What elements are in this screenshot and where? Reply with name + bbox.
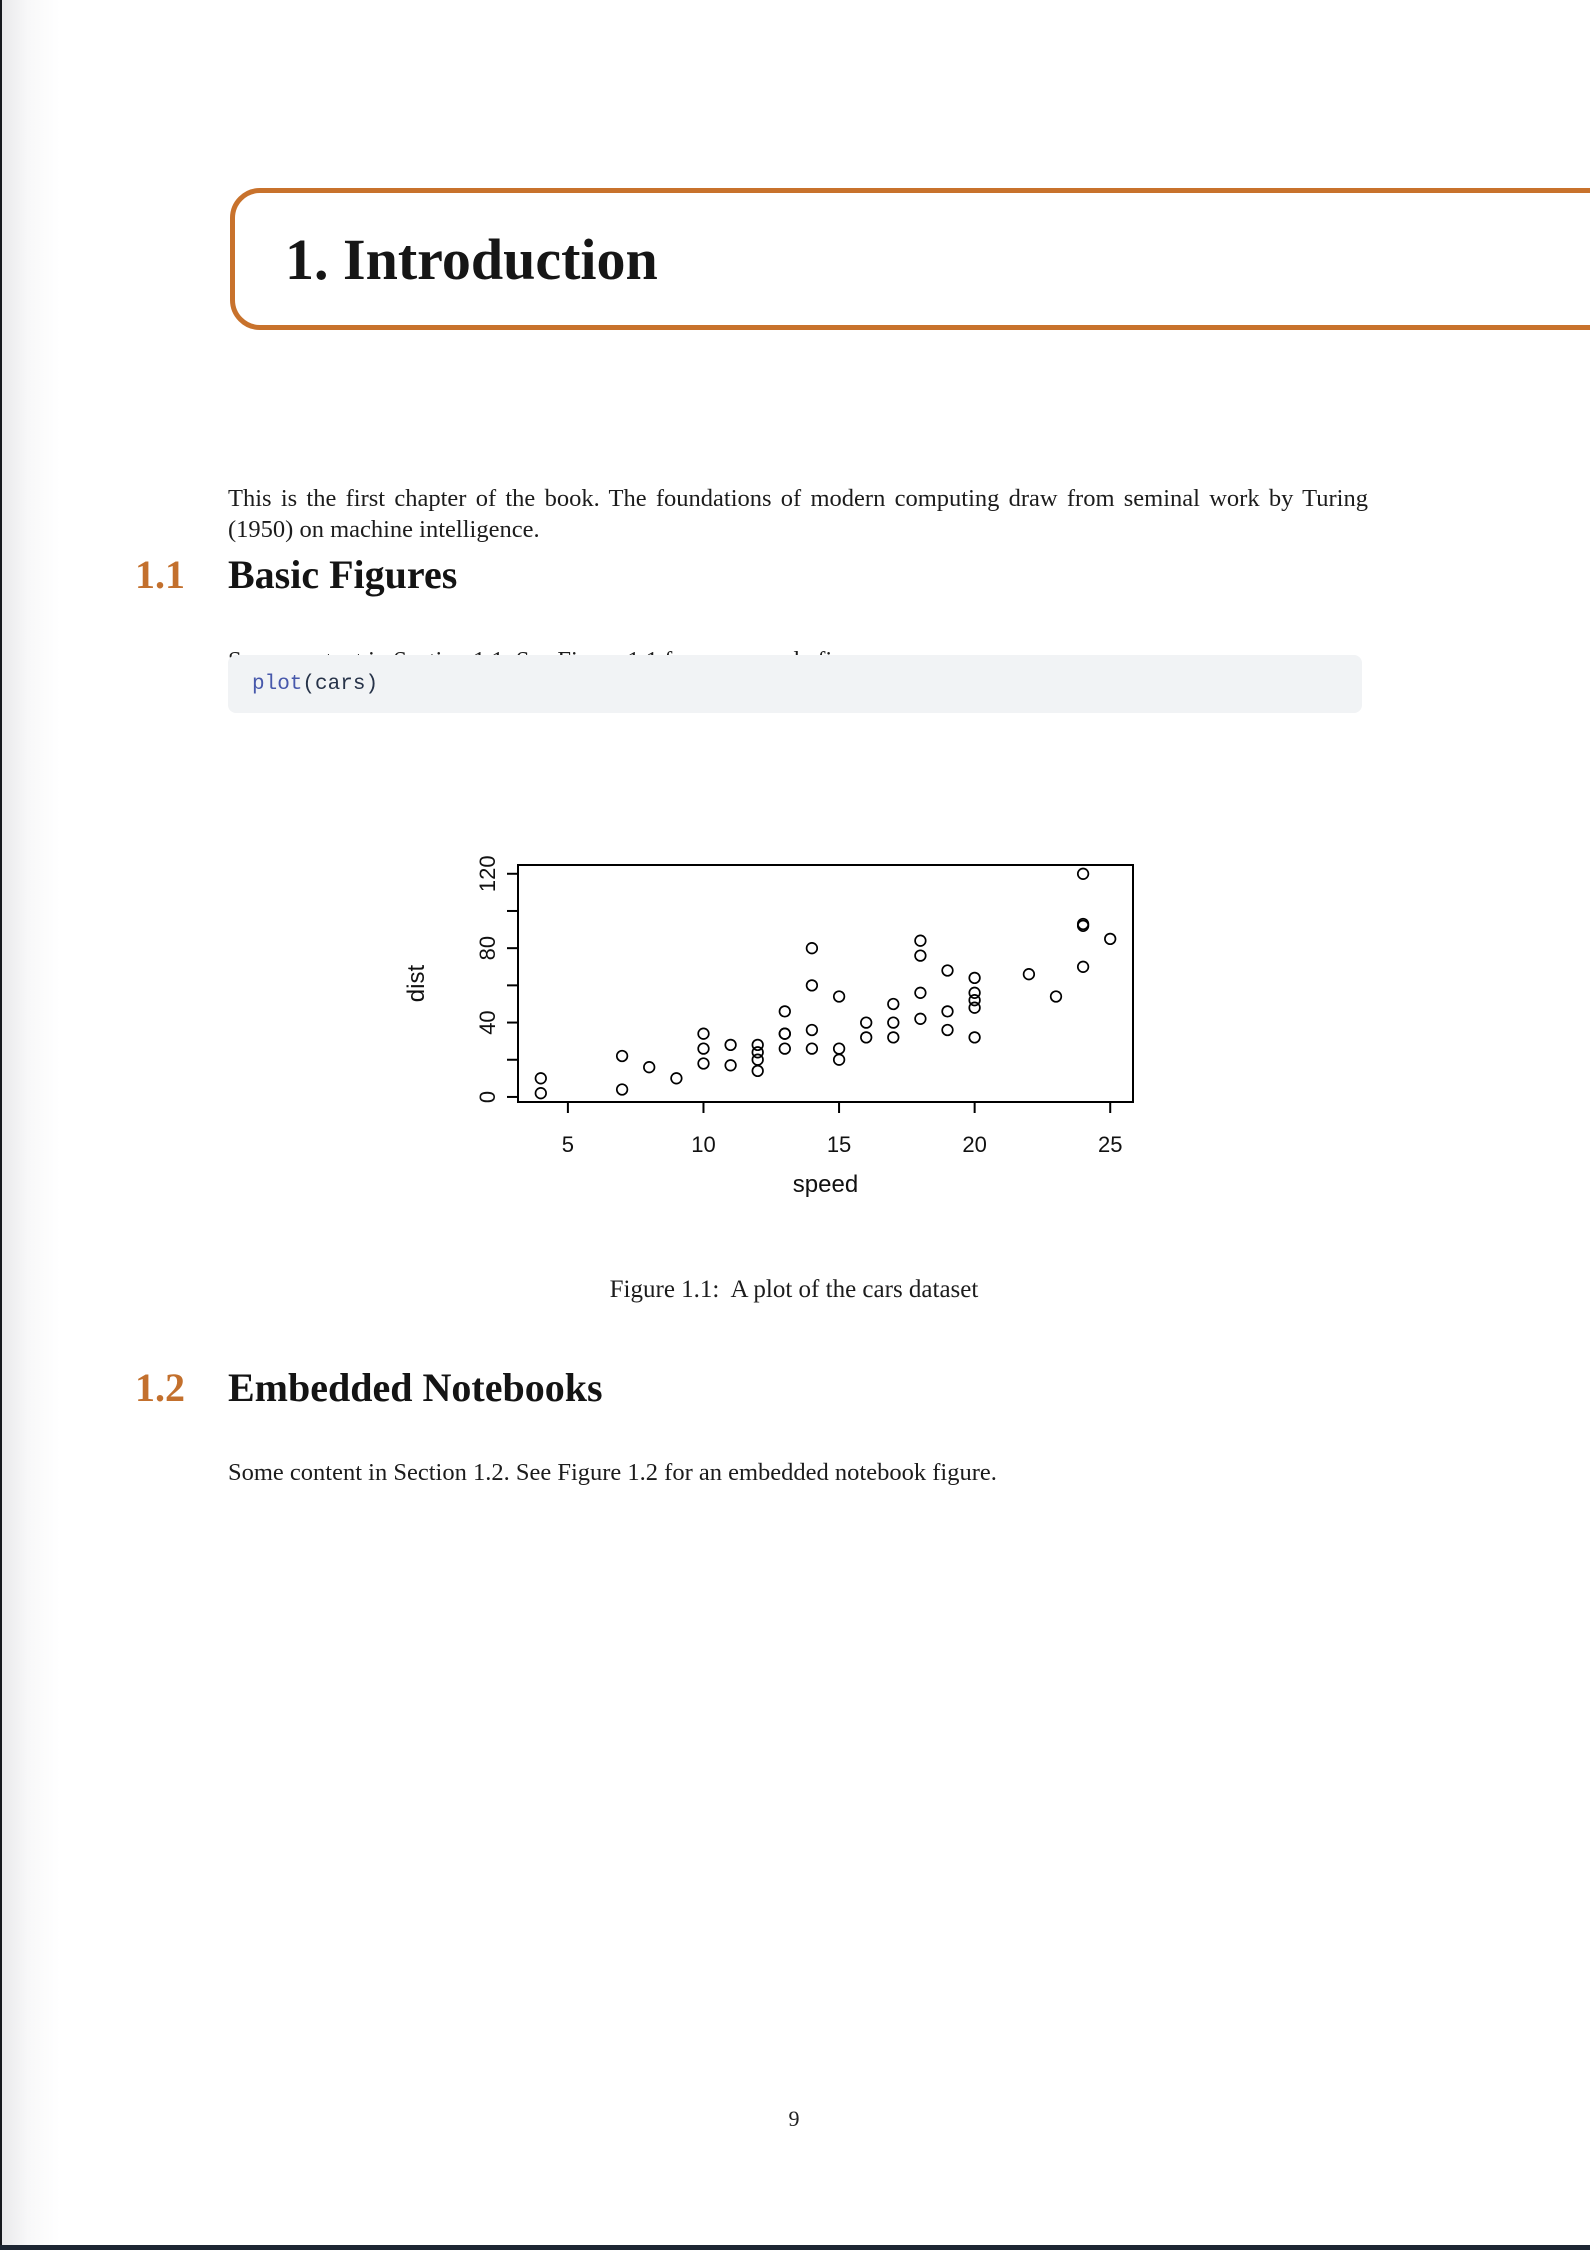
data-point [888,999,899,1010]
data-point [915,935,926,946]
data-point [1078,921,1089,932]
data-point [915,950,926,961]
data-point [536,1073,547,1084]
data-point [780,1006,791,1017]
data-point [888,1017,899,1028]
x-tick-label: 20 [962,1132,987,1157]
data-point [752,1066,763,1077]
data-point [834,991,845,1002]
data-point [1024,969,1035,980]
page-left-shadow [2,0,60,2250]
data-point [752,1040,763,1051]
intro-paragraph: This is the first chapter of the book. The foundations of modern computing draw from seminal work by Turing (1950) on machine intelligence. [228,484,1368,543]
page-left-border [0,0,2,2250]
data-point [1078,869,1089,880]
section-1-2-paragraph: Some content in Section 1.2. See Figure 1.2 for an embedded notebook figure. [228,1458,997,1486]
section-number: 1.2 [135,1365,185,1410]
code-function-name: plot [252,672,303,696]
y-tick-label: 80 [475,935,500,961]
y-axis [475,855,518,1103]
data-point [942,1006,953,1017]
x-tick-label: 15 [826,1132,852,1157]
x-axis-title: speed [792,1171,859,1198]
code-argument: cars [315,672,366,696]
data-point [752,1047,763,1058]
data-point [807,1043,818,1054]
y-tick-label: 120 [475,855,500,893]
section-heading-1-1 [0,551,1560,601]
data-point [725,1060,736,1071]
data-point [942,965,953,976]
y-tick-label: 0 [475,1090,500,1104]
data-point [1051,991,1062,1002]
footer-bar [0,2245,1590,2250]
x-tick-label: 25 [1097,1132,1123,1157]
data-point [969,1032,980,1043]
data-point [969,995,980,1006]
section-title: Embedded Notebooks [228,1365,603,1410]
x-tick-label: 10 [691,1132,716,1157]
chapter-title: 1. Introduction [285,226,658,292]
code-paren-open: ( [302,672,316,696]
data-point [834,1054,845,1065]
data-point [807,980,818,991]
chapter-title-box [230,188,1590,330]
data-point [1078,919,1089,930]
data-point [698,1043,709,1054]
data-point [698,1058,709,1069]
data-point [969,988,980,999]
data-point [644,1062,655,1073]
section-title: Basic Figures [228,552,458,597]
data-point [834,1043,845,1054]
data-point [807,943,818,954]
section-heading-1-2 [0,1364,1560,1414]
section-number: 1.1 [135,552,185,597]
data-point [942,1025,953,1036]
data-point [671,1073,682,1084]
plot-box [518,865,1133,1102]
x-tick-label: 5 [561,1132,575,1157]
data-point [752,1054,763,1065]
data-point [1105,934,1116,945]
code-block [228,655,1362,713]
data-point [536,1088,547,1099]
x-axis [562,1102,1123,1157]
data-point [807,1025,818,1036]
data-point [915,988,926,999]
data-point [915,1014,926,1025]
data-point [969,973,980,984]
data-point [780,1028,791,1039]
y-axis-title: dist [403,964,430,1003]
scatter-points [536,869,1116,1099]
data-point [617,1051,628,1062]
code-paren-close: ) [365,672,379,696]
page-number: 9 [788,2106,800,2131]
data-point [861,1017,872,1028]
data-point [698,1028,709,1039]
data-point [1078,962,1089,973]
figure-caption: Figure 1.1: A plot of the cars dataset [609,1276,979,1303]
data-point [617,1084,628,1095]
data-point [725,1040,736,1051]
data-point [861,1032,872,1043]
data-point [969,1002,980,1013]
data-point [780,1028,791,1039]
data-point [780,1043,791,1054]
y-tick-label: 40 [475,1010,501,1035]
data-point [888,1032,899,1043]
